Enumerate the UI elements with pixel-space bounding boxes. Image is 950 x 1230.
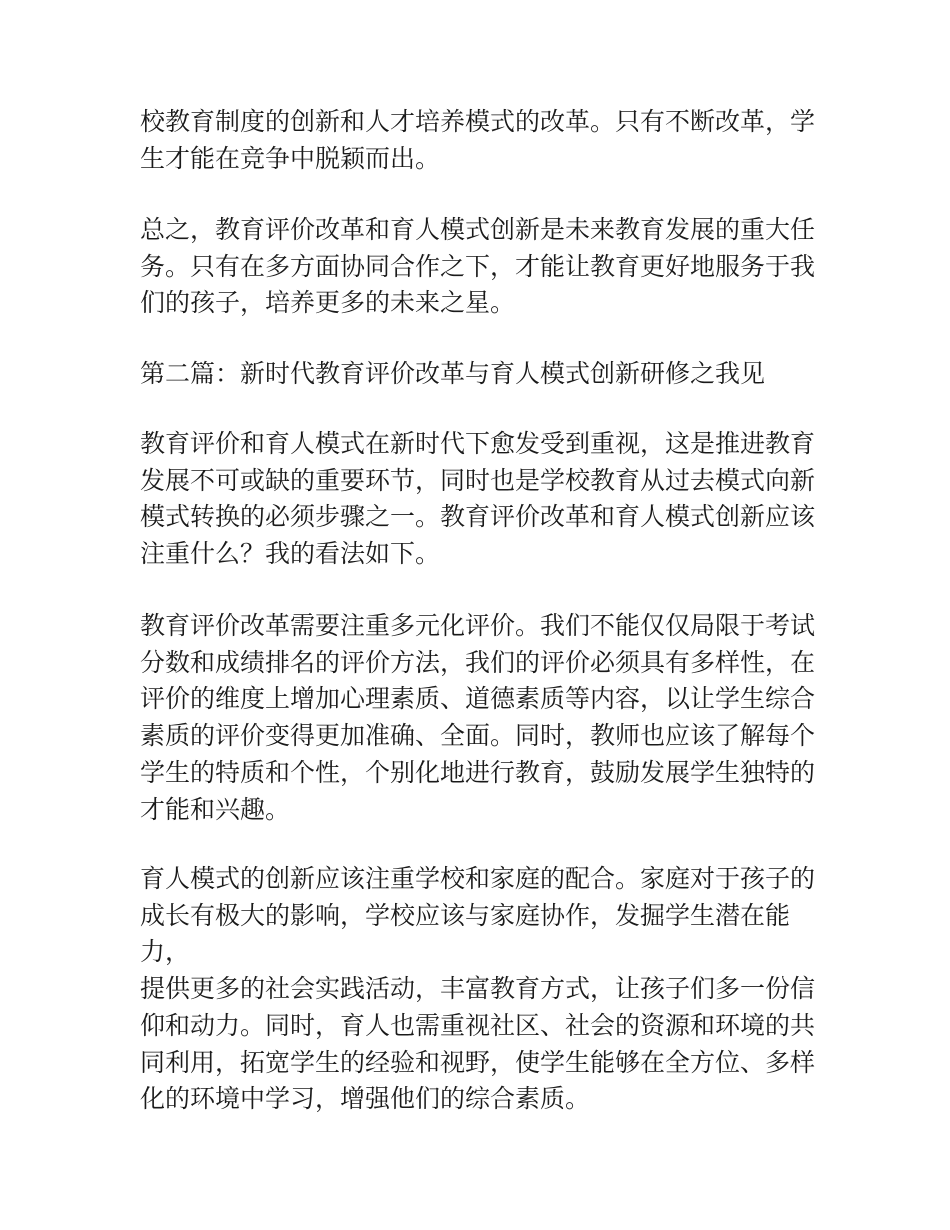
paragraph-conclusion: 总之，教育评价改革和育人模式创新是未来教育发展的重大任 务。只有在多方面协同合作之下，才能让教育更好地服务于我 们的孩子，培养更多的未来之星。 xyxy=(140,215,816,318)
paragraph-evaluation-reform: 教育评价改革需要注重多元化评价。我们不能仅仅局限于考试 分数和成绩排名的评价方法，我们的评价必须具有多样性，在 评价的维度上增加心理素质、道德素质等内容，以让学生综合 素质的评价变得更加准确、全面。同时，教师也应该了解每个 学生的特质和个性，个别化地进行教育，鼓励发展学生独特的 才能和兴趣。 xyxy=(140,611,816,824)
paragraph-continuation: 校教育制度的创新和人才培养模式的改革。只有不断改革，学 生才能在竞争中脱颖而出。 xyxy=(140,107,816,173)
paragraph-intro: 教育评价和育人模式在新时代下愈发受到重视，这是推进教育 发展不可或缺的重要环节，同时也是学校教育从过去模式向新 模式转换的必须步骤之一。教育评价改革和育人模式创新应该 注重什么？我的看法如下。 xyxy=(140,429,816,569)
section-heading: 第二篇：新时代教育评价改革与育人模式创新研修之我见 xyxy=(140,359,766,388)
paragraph-education-model: 育人模式的创新应该注重学校和家庭的配合。家庭对于孩子的 成长有极大的影响，学校应该与家庭协作，发掘学生潜在能力， 提供更多的社会实践活动，丰富教育方式，让孩子们多一份信 仰和动力。同时，育人也需重视社区、社会的资源和环境的共 同利用，拓宽学生的经验和视野，使学生能够在全方位、多样 化的环境中学习，增强他们的综合素质。 xyxy=(140,864,816,1114)
